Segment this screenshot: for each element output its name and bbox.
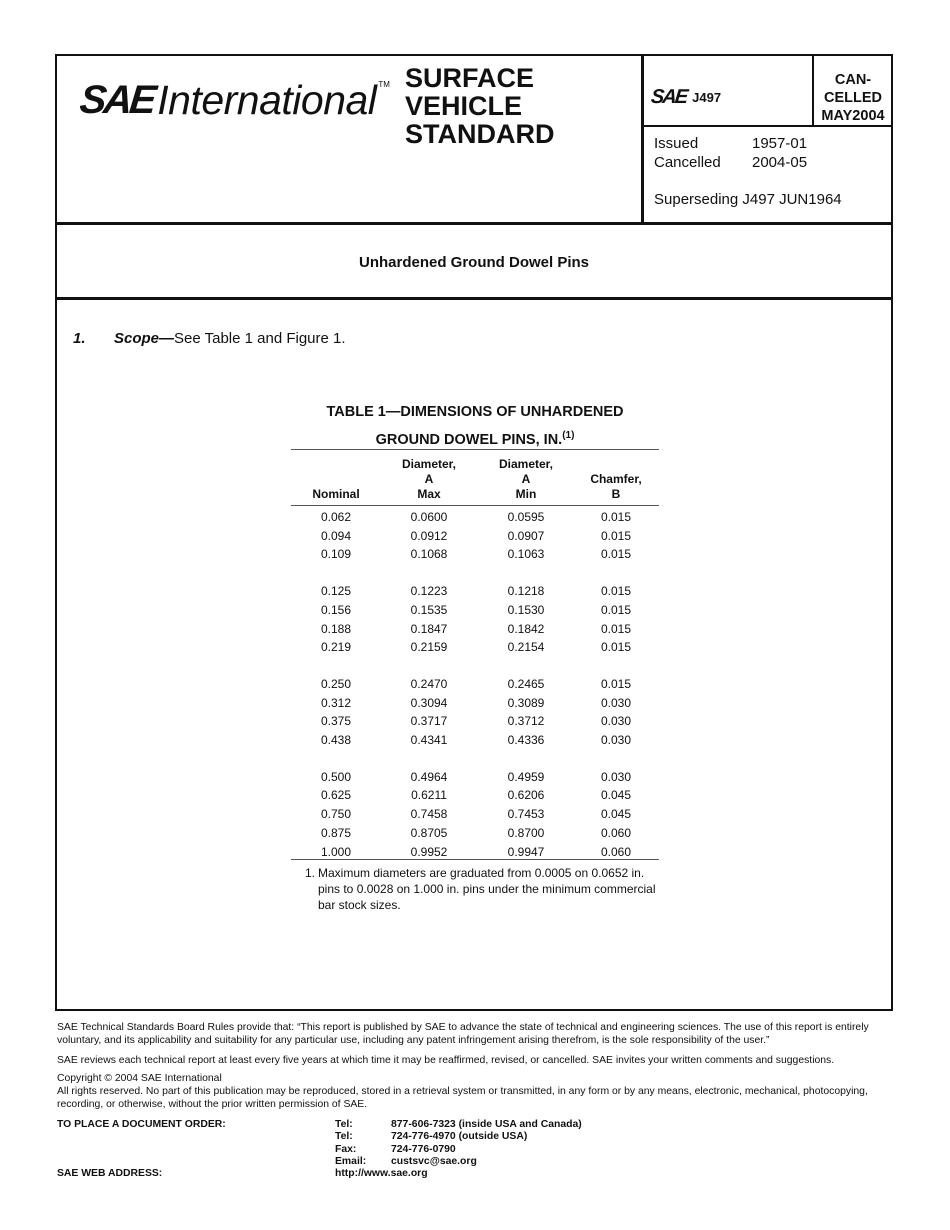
table-cell: 0.3717 bbox=[410, 714, 448, 729]
document-number-block bbox=[651, 86, 721, 109]
table-cell: 0.500 bbox=[320, 769, 352, 784]
superseding-note: Superseding J497 JUN1964 bbox=[654, 191, 842, 208]
status-line: CAN- bbox=[834, 72, 872, 88]
small-sae-logo: SAE bbox=[649, 86, 688, 108]
table-cell: 0.030 bbox=[600, 695, 632, 710]
table-cell: 0.1842 bbox=[507, 621, 545, 636]
status-line: CELLED bbox=[824, 90, 882, 106]
table-cell: 0.045 bbox=[600, 807, 632, 822]
table-cell: 0.030 bbox=[600, 733, 632, 747]
table-cell: 0.188 bbox=[320, 621, 352, 636]
cancelled-row bbox=[654, 153, 807, 172]
table-cell: 0.0600 bbox=[410, 510, 448, 524]
table-bottom-rule bbox=[291, 859, 659, 860]
web-label: SAE WEB ADDRESS: bbox=[57, 1168, 163, 1179]
table-cell: 0.8700 bbox=[507, 825, 545, 840]
table-cell: 0.6206 bbox=[507, 788, 545, 803]
web-link[interactable]: http://www.sae.org bbox=[335, 1168, 428, 1179]
table-cell: 0.375 bbox=[320, 714, 352, 729]
table-cell: 0.045 bbox=[600, 788, 632, 803]
table-cell: 0.2465 bbox=[507, 676, 545, 691]
status-box-bottom bbox=[641, 125, 893, 127]
title-divider bbox=[55, 297, 893, 300]
table-cell: 0.6211 bbox=[411, 788, 447, 803]
table-column-header: Chamfer, B bbox=[590, 472, 642, 501]
status-box-divider bbox=[812, 54, 814, 126]
table-cell: 0.438 bbox=[320, 733, 352, 747]
table-cell: 0.030 bbox=[600, 714, 632, 729]
table-cell: 0.015 bbox=[600, 621, 632, 636]
cancelled-label: Cancelled bbox=[654, 154, 721, 171]
contact-value: 724-776-4970 (outside USA) bbox=[391, 1131, 528, 1143]
table-cell: 0.062 bbox=[320, 510, 352, 524]
footnote-text: Maximum diameters are graduated from 0.0005 on 0.0652 in. pins to 0.0028 on 1.000 in. pins under the minimum commercial bar stock sizes. bbox=[318, 866, 656, 912]
table-cell: 0.1068 bbox=[410, 547, 448, 562]
table-cell: 0.0907 bbox=[507, 528, 545, 543]
table-cell: 0.015 bbox=[600, 547, 632, 562]
table-cell: 0.1847 bbox=[410, 621, 448, 636]
document-type-line: STANDARD bbox=[405, 119, 555, 149]
scope-section bbox=[73, 330, 346, 347]
table-cell: 0.875 bbox=[320, 825, 352, 840]
table-title bbox=[292, 401, 658, 452]
table-cell: 0.219 bbox=[320, 640, 352, 655]
table-cell: 0.625 bbox=[320, 788, 352, 803]
table-cell: 0.060 bbox=[600, 844, 632, 859]
table-cell: 0.1223 bbox=[410, 584, 448, 599]
document-type-line: VEHICLE bbox=[405, 91, 523, 121]
table-top-rule bbox=[291, 449, 659, 450]
table-cell: 0.3094 bbox=[410, 695, 448, 710]
contact-label: Tel: bbox=[335, 1119, 353, 1130]
table-cell: 0.015 bbox=[600, 510, 632, 524]
table-cell: 0.4336 bbox=[507, 733, 545, 747]
table-cell: 0.015 bbox=[600, 676, 632, 691]
document-type-line: SURFACE bbox=[405, 63, 535, 93]
status-line: MAY2004 bbox=[821, 108, 885, 124]
issued-label: Issued bbox=[654, 135, 699, 152]
table-cell: 0.156 bbox=[320, 602, 352, 617]
footnote-reference: (1) bbox=[562, 430, 575, 441]
copyright-text: Copyright © 2004 SAE International bbox=[57, 1073, 222, 1084]
table-column-header: Diameter, A Min bbox=[498, 457, 554, 501]
issued-row bbox=[654, 134, 807, 153]
page-title: Unhardened Ground Dowel Pins bbox=[358, 254, 590, 271]
contact-value: 877-606-7323 (inside USA and Canada) bbox=[391, 1119, 582, 1130]
issued-value: 1957-01 bbox=[752, 135, 808, 152]
table-cell: 0.030 bbox=[600, 769, 632, 784]
contact-value[interactable]: custsvc@sae.org bbox=[391, 1155, 477, 1167]
table-cell: 0.1535 bbox=[410, 602, 448, 617]
table-cell: 1.000 bbox=[320, 844, 352, 859]
table-cell: 0.8705 bbox=[410, 825, 448, 840]
table-cell: 0.015 bbox=[600, 602, 632, 617]
board-rules-text: SAE Technical Standards Board Rules provide that: “This report is published by SAE to advance the state of technical and engineering sciences. The use of this report is entirely voluntary, and its applicability and suitability for any particular use, including any patent infringement arising therefrom, is the sole responsibility of the user.” bbox=[57, 1022, 869, 1046]
table-cell: 0.9947 bbox=[507, 844, 545, 859]
contact-label: Tel: bbox=[335, 1131, 353, 1143]
footnote-number: 1. bbox=[305, 866, 316, 880]
contact-label: Email: bbox=[335, 1155, 367, 1167]
table-cell: 0.1530 bbox=[507, 602, 545, 617]
table-column-header: Nominal bbox=[312, 487, 360, 501]
table-cell: 0.015 bbox=[600, 640, 632, 655]
table-footnote bbox=[305, 865, 665, 913]
table-cell: 0.312 bbox=[320, 695, 352, 710]
table-cell: 0.3712 bbox=[507, 714, 545, 729]
table-cell: 0.750 bbox=[320, 807, 352, 822]
contact-label: Fax: bbox=[335, 1143, 357, 1155]
sae-international-logo bbox=[77, 77, 390, 123]
table-cell: 0.015 bbox=[600, 584, 632, 599]
table-column-header: Diameter, A Max bbox=[401, 457, 457, 501]
table-cell: 0.060 bbox=[600, 825, 632, 840]
contact-value: 724-776-0790 bbox=[391, 1143, 456, 1155]
table-title-line: TABLE 1—DIMENSIONS OF UNHARDENED bbox=[326, 404, 624, 420]
table-cell: 0.0912 bbox=[410, 528, 448, 543]
table-cell: 0.7453 bbox=[507, 807, 545, 822]
document-type bbox=[405, 64, 555, 148]
table-cell: 0.250 bbox=[320, 676, 352, 691]
table-cell: 0.4341 bbox=[410, 733, 448, 747]
table-title-line: GROUND DOWEL PINS, IN. bbox=[375, 431, 563, 448]
table-cell: 0.9952 bbox=[410, 844, 448, 859]
table-cell: 0.3089 bbox=[507, 695, 545, 710]
cancelled-status bbox=[815, 71, 891, 125]
table-cell: 0.2154 bbox=[507, 640, 545, 655]
header-divider bbox=[55, 222, 893, 225]
document-number: J497 bbox=[692, 90, 722, 105]
section-text: See Table 1 and Figure 1. bbox=[174, 330, 346, 347]
table-cell: 0.2470 bbox=[410, 676, 448, 691]
logo-trademark: TM bbox=[378, 80, 390, 89]
table-cell: 0.015 bbox=[600, 528, 632, 543]
table-cell: 0.1063 bbox=[507, 547, 545, 562]
table-cell: 0.125 bbox=[320, 584, 352, 599]
section-label: Scope— bbox=[114, 330, 175, 347]
review-text: SAE reviews each technical report at least every five years at which time it may be reaffirmed, revised, or cancelled. SAE invites your written comments and suggestions. bbox=[57, 1055, 835, 1066]
table-cell: 0.1218 bbox=[507, 584, 545, 599]
table-cell: 0.109 bbox=[320, 547, 352, 562]
logo-international-word: International bbox=[157, 77, 377, 123]
table-cell: 0.0595 bbox=[507, 510, 545, 524]
rights-text: All rights reserved. No part of this publication may be reproduced, stored in a retrieval system or transmitted, in any form or by any means, electronic, mechanical, photocopying, recording, or otherwise, without the prior written permission of SAE. bbox=[57, 1086, 868, 1110]
section-number: 1. bbox=[73, 330, 86, 347]
table-cell: 0.094 bbox=[320, 528, 352, 543]
cancelled-value: 2004-05 bbox=[752, 154, 808, 171]
header-column-divider bbox=[641, 54, 644, 224]
table-cell: 0.7458 bbox=[410, 807, 448, 822]
table-cell: 0.4964 bbox=[410, 769, 448, 784]
table-cell: 0.2159 bbox=[410, 640, 448, 655]
table-header-rule bbox=[291, 505, 659, 506]
table-cell: 0.4959 bbox=[507, 769, 545, 784]
order-label: TO PLACE A DOCUMENT ORDER: bbox=[57, 1119, 226, 1130]
logo-sae-mark: SAE bbox=[77, 78, 156, 122]
